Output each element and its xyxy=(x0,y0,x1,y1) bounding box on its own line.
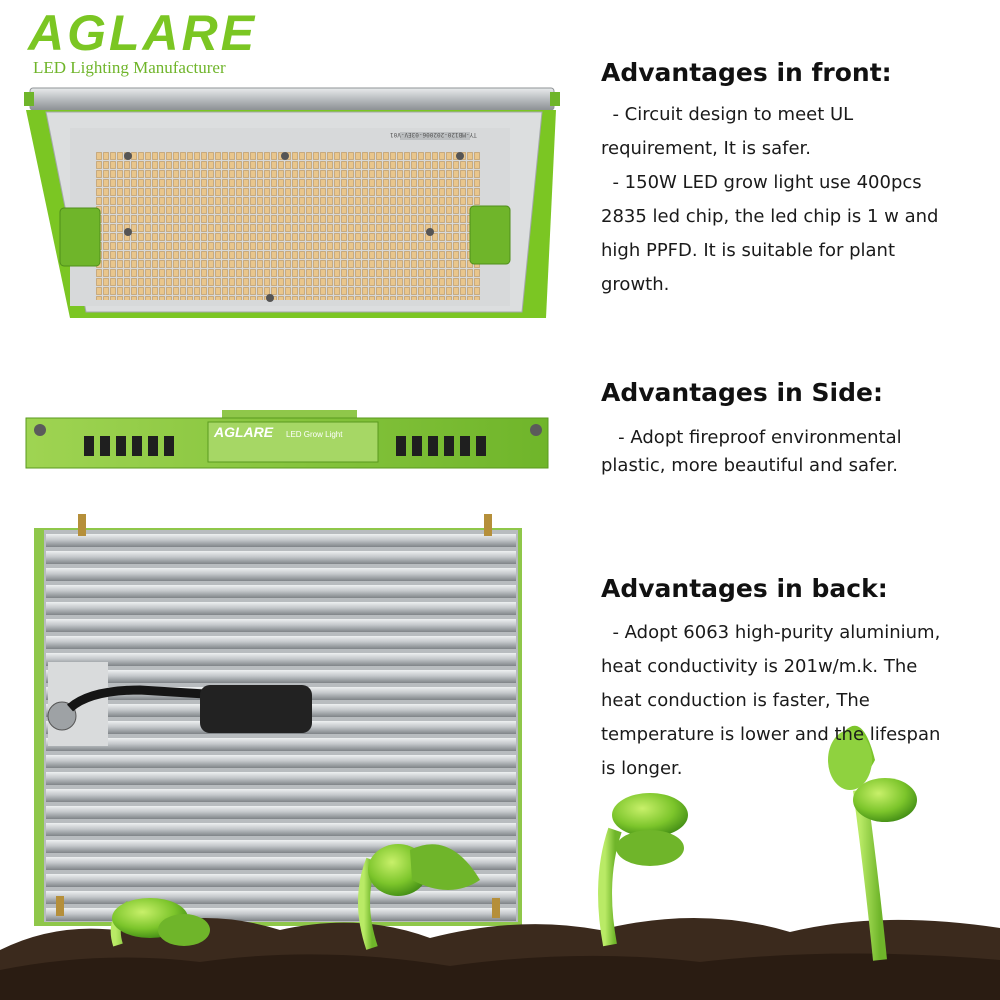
back-line: - Adopt 6063 high-purity aluminium, xyxy=(601,622,941,643)
front-description xyxy=(601,98,991,302)
heatsink-fin xyxy=(46,653,516,666)
side-label-logo: AGLARE xyxy=(214,424,274,440)
front-panel-image xyxy=(24,88,560,318)
heatsink-fin xyxy=(46,755,516,768)
front-line: - Circuit design to meet UL xyxy=(601,104,854,125)
heatsink-fin xyxy=(46,534,516,547)
heatsink-fin xyxy=(46,891,516,904)
back-line: is longer. xyxy=(601,758,683,779)
back-line: temperature is lower and the lifespan xyxy=(601,724,941,745)
heatsink-fin xyxy=(46,602,516,615)
heatsink-fin xyxy=(46,585,516,598)
back-description xyxy=(601,616,996,786)
logo-tagline: LED Lighting Manufacturer xyxy=(33,58,226,77)
side-panel-image xyxy=(26,410,548,468)
side-label-product: LED Grow Light xyxy=(286,430,343,439)
back-line: heat conduction is faster, The xyxy=(601,690,870,711)
heatsink-fin xyxy=(46,551,516,564)
front-line: - 150W LED grow light use 400pcs xyxy=(601,172,922,193)
side-line: - Adopt fireproof environmental xyxy=(601,427,902,448)
side-description xyxy=(601,424,991,480)
front-line: 2835 led chip, the led chip is 1 w and xyxy=(601,206,939,227)
heatsink-fin xyxy=(46,789,516,802)
front-heading: Advantages in front: xyxy=(601,58,892,87)
front-line: requirement, It is safer. xyxy=(601,138,811,159)
heatsink-fin xyxy=(46,568,516,581)
side-line: plastic, more beautiful and safer. xyxy=(601,455,898,476)
heatsink-fin xyxy=(46,806,516,819)
heatsink-fin xyxy=(46,738,516,751)
back-line: heat conductivity is 201w/m.k. The xyxy=(601,656,918,677)
heatsink-fin xyxy=(46,670,516,683)
heatsink-fin xyxy=(46,772,516,785)
front-line: growth. xyxy=(601,274,670,295)
heatsink-fin xyxy=(46,636,516,649)
heatsink-fin xyxy=(46,823,516,836)
back-heading: Advantages in back: xyxy=(601,574,888,603)
side-heading: Advantages in Side: xyxy=(601,378,883,407)
heatsink-fin xyxy=(46,619,516,632)
front-line: high PPFD. It is suitable for plant xyxy=(601,240,896,261)
panel-model-text: TY-MB120-202006-03EV-V01 xyxy=(390,131,477,138)
logo-wordmark: AGLARE xyxy=(28,5,258,61)
